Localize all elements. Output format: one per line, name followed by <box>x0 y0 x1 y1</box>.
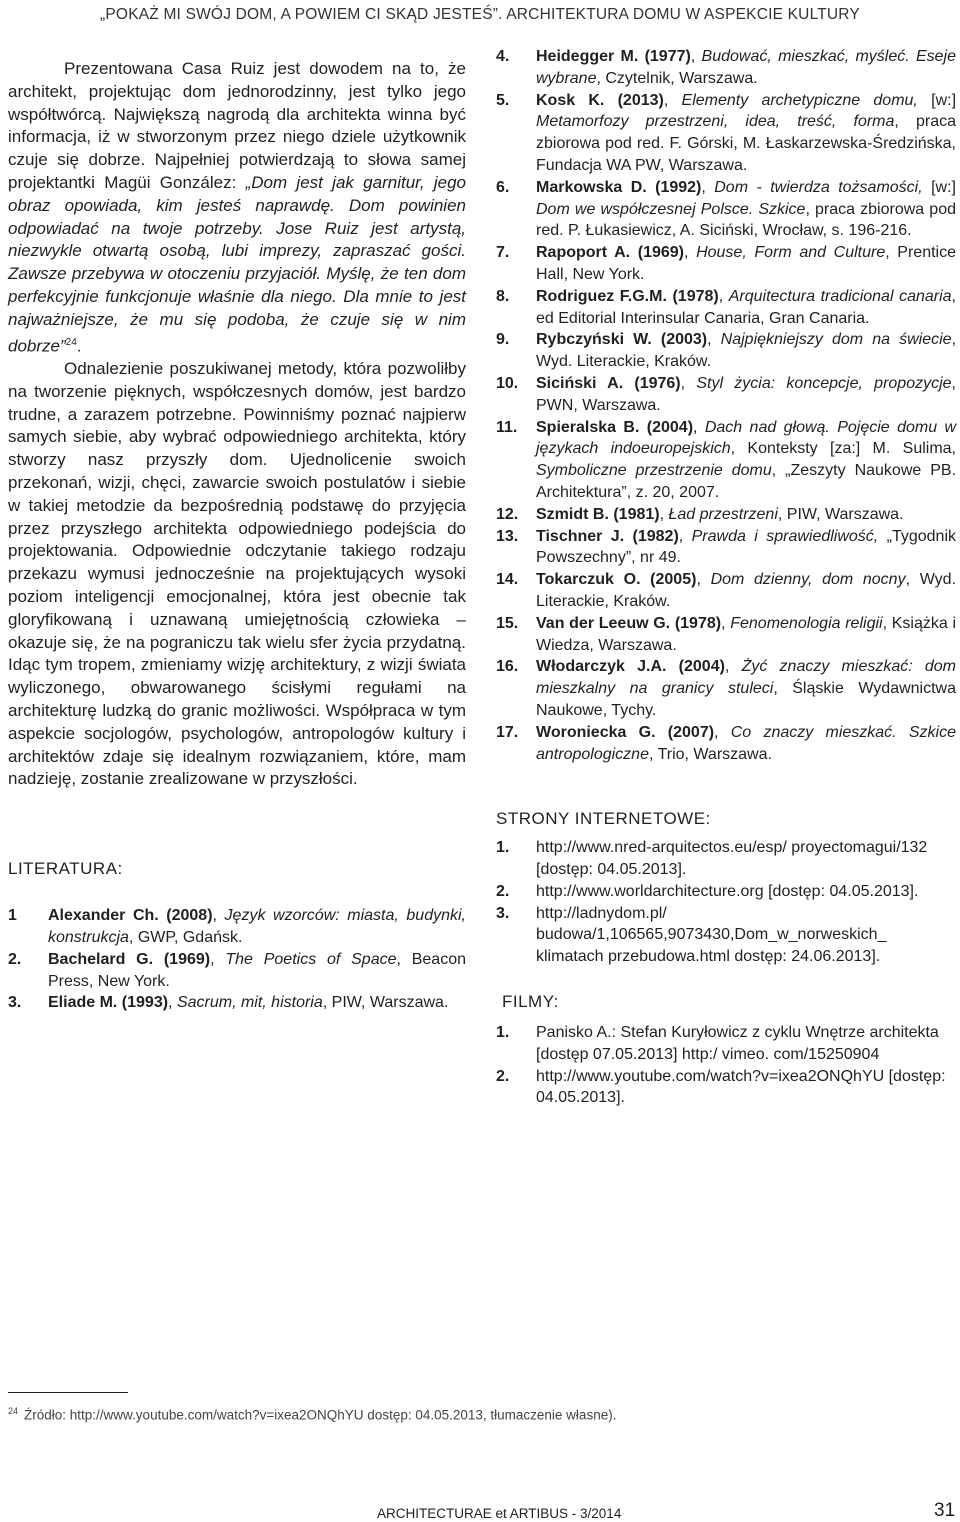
reference-text: , GWP, Gdańsk. <box>128 928 243 946</box>
reference-text: , Książka i Wiedza, Warszawa. <box>536 614 956 654</box>
reference-author: Woroniecka G. (2007) <box>536 723 715 741</box>
reference-author: Van der Leeuw G. (1978) <box>536 614 722 632</box>
page-number: 31 <box>934 1500 956 1521</box>
link-text: http://ladnydom.pl/ budowa/1,106565,9073430,Dom_w_norweskich_ klimatach przebudowa.html dostęp: 24.06.2013]. <box>536 904 887 966</box>
reference-item <box>496 242 956 286</box>
reference-text: , PIW, Warszawa. <box>777 505 904 523</box>
reference-text: , <box>690 48 702 65</box>
reference-text: [w:] <box>922 178 957 196</box>
body-text <box>8 58 466 791</box>
reference-author: Eliade M. (1993) <box>48 994 169 1012</box>
reference-title: Dach nad głową. Pojęcie domu w językach indoeuropejskich <box>536 418 957 458</box>
reference-title: Prawda i sprawiedliwość, <box>691 527 879 545</box>
reference-title: Arquitectura tradicional canaria <box>728 287 952 305</box>
reference-text: , PIW, Warszawa. <box>322 994 449 1012</box>
reference-title: Symboliczne przestrzenie domu <box>536 462 772 480</box>
reference-number: 14. <box>496 571 519 589</box>
footnote <box>8 1406 616 1423</box>
literature-list-right <box>496 46 956 765</box>
reference-text: , <box>212 907 225 925</box>
link-text: http://www.nred-arquitectos.eu/esp/ proyectomagui/132 [dostęp: 04.05.2013]. <box>536 839 928 879</box>
link-text: http://www.worldarchitecture.org [dostęp: 04.05.2013]. <box>536 882 919 900</box>
reference-text: , Trio, Warszawa. <box>648 745 772 763</box>
reference-text: , praca zbiorowa pod red. P. Łukasiewicz, A. Siciński, Wrocław, s. 196-216. <box>536 200 956 240</box>
reference-item <box>496 569 956 613</box>
reference-text: [w:] <box>917 91 957 109</box>
reference-text: , <box>724 658 742 676</box>
paragraph-2: Odnalezienie poszukiwanej metody, która pozwoliłby na tworzenie pięknych, współczesnych domów, jest bardzo trudne, a zarazem potrzebne. Powinniśmy poznać najpierw samych siebie, aby wybrać odpowiedniego architekta, który stworzy nasz przyszły dom. Ujednolicenie swoich przekonań, wizji, chęci, zawarcie swoich postulatów i siebie w takiej metodzie da bezpośrednią podstawę do przyjęcia przez przyszłego architekta odpowiedniego podejścia do projektowania. Odpowiednie odczytanie takiego rodzaju przekazu wymusi jednocześnie na projektujących wysoki poziom inteligencji emocjonalnej, która jest obecnie tak gloryfikowaną i uznawaną umiejętnością człowieka – okazuje się, że na pograniczu tak wielu sfer życia przydatną. Idąc tym tropem, zmieniamy wizję architektury, z wizji świata wyliczonego, obwarowanego ścisłymi regułami na architekturę ludzką do granic możliwości. Współpraca w tym aspekcie socjologów, psychologów, antropologów kultury i architektów zdaje się idealnym rozwiązaniem, które, mam nadzieję, zostanie zrealizowane w przyszłości. <box>8 359 466 789</box>
paragraph-1-quote: „Dom jest jak garnitur, jego obraz opowiada, kim jesteś naprawdę. Dom powinien odpowiadać na twoje potrzeby. Jose Ruiz jest artystą, niezwykle otwartą osobą, lubi imprezy, zapraszać gości. Zawsze przebywa w otoczeniu przyjaciół. Myślę, że ten dom perfekcyjnie funkcjonuje właśnie dla niego. Dla mnie to jest najważniejsze, że mu się podoba, że czuje się w nim dobrze” <box>8 172 467 356</box>
reference-author: Tischner J. (1982) <box>536 527 679 545</box>
reference-text: , Wyd. Literackie, Kraków. <box>536 331 957 371</box>
link-text: http://www.youtube.com/watch?v=ixea2ONQhYU [dostęp: 04.05.2013]. <box>536 1067 946 1107</box>
footnote-divider <box>8 1392 128 1393</box>
reference-number: 5. <box>496 91 510 109</box>
reference-number: 2. <box>8 950 22 968</box>
reference-title: Dom dzienny, dom nocny <box>710 571 906 589</box>
reference-text: , <box>663 91 682 109</box>
link-text: Panisko A.: Stefan Kuryłowicz z cyklu Wnętrze architekta [dostęp 07.05.2013] http:/ vimeo. com/15250904 <box>536 1024 939 1063</box>
reference-number: 4. <box>496 48 510 65</box>
films-list <box>496 1022 956 1109</box>
reference-title: Elementy archetypiczne domu, <box>681 91 918 109</box>
reference-text: , „Zeszyty Naukowe PB. Architektura”, z. 20, 2007. <box>536 462 957 501</box>
right-column <box>496 46 956 1109</box>
footnote-number: 24 <box>8 1406 19 1416</box>
films-heading: FILMY: <box>502 992 559 1012</box>
reference-text: , Beacon Press, New York. <box>48 950 467 990</box>
reference-text: , <box>721 614 731 632</box>
reference-item <box>496 656 956 721</box>
reference-number: 1 <box>8 907 17 925</box>
reference-title: Fenomenologia religii <box>730 614 883 632</box>
reference-text: , <box>714 723 731 741</box>
reference-author: Szmidt B. (1981) <box>536 505 660 523</box>
reference-title: Ład przestrzeni <box>668 505 778 523</box>
reference-item <box>496 417 956 504</box>
left-column <box>8 58 466 1014</box>
reference-title: Dom we współczesnej Polsce. Szkice <box>536 200 806 218</box>
reference-text: , <box>678 527 692 545</box>
reference-item <box>496 722 956 766</box>
reference-item <box>496 90 956 177</box>
reference-item <box>496 373 956 417</box>
reference-number: 15. <box>496 614 519 632</box>
reference-text: , <box>684 244 697 262</box>
reference-text: , Śląskie Wydawnictwa Naukowe, Tychy. <box>536 680 956 719</box>
reference-text: , <box>680 374 697 392</box>
reference-author: Kosk K. (2013) <box>536 91 664 109</box>
websites-list <box>496 837 956 968</box>
reference-item <box>496 526 956 570</box>
reference-item <box>496 286 956 330</box>
reference-item <box>496 881 956 903</box>
reference-text: , Konteksty [za:] M. Sulima, <box>730 440 956 458</box>
reference-number: 3. <box>496 904 510 922</box>
running-header: „POKAŻ MI SWÓJ DOM, A POWIEM CI SKĄD JESTEŚ”. ARCHITEKTURA DOMU W ASPEKCIE KULTURY <box>100 6 860 23</box>
reference-number: 2. <box>496 882 510 900</box>
reference-item <box>496 504 956 526</box>
footnote-text: Źródło: http://www.youtube.com/watch?v=ixea2ONQhYU dostęp: 04.05.2013, tłumaczenie własne). <box>24 1407 617 1423</box>
reference-text: , <box>168 994 177 1012</box>
paragraph-1-text: Prezentowana Casa Ruiz jest dowodem na to, że architekt, projektując dom jednorodzinny, jest tylko jego współtwórcą. Największą nagrodą dla architekta winna być informacja, iż w stworzonym przez niego dziele użytkownik czuje się dobrze. Najpełniej potwierdzają to słowa samej projektantki Magüi González: <box>8 59 466 192</box>
literature-list-left <box>8 905 466 1014</box>
reference-author: Siciński A. (1976) <box>536 374 681 392</box>
reference-number: 1. <box>496 1024 510 1042</box>
reference-number: 16. <box>496 658 519 676</box>
reference-number: 3. <box>8 994 22 1012</box>
reference-number: 9. <box>496 331 510 349</box>
reference-item <box>496 903 956 968</box>
reference-text: , <box>696 571 711 589</box>
reference-author: Rybczyński W. (2003) <box>536 331 708 349</box>
reference-text: , Prentice Hall, New York. <box>536 244 956 283</box>
reference-title: House, Form and Culture <box>696 244 886 262</box>
reference-text: , <box>701 178 715 196</box>
reference-number: 1. <box>496 839 510 857</box>
reference-title: Co znaczy mieszkać. Szkice antropologiczne <box>536 723 956 763</box>
reference-text: , <box>693 418 705 436</box>
reference-title: Metamorfozy przestrzeni, idea, treść, forma <box>536 113 895 131</box>
reference-text: „Tygodnik Powszechny”, nr 49. <box>536 527 957 567</box>
reference-number: 12. <box>496 505 519 523</box>
reference-title: Sacrum, mit, historia <box>176 994 323 1012</box>
reference-author: Rapoport A. (1969) <box>536 244 684 262</box>
reference-item <box>496 1066 956 1110</box>
websites-heading: STRONY INTERNETOWE: <box>496 809 711 829</box>
reference-title: Żyć znaczy mieszkać: dom mieszkalny na granicy stuleci <box>536 658 957 698</box>
reference-author: Włodarczyk J.A. (2004) <box>536 658 725 676</box>
reference-author: Rodriguez F.G.M. (1978) <box>536 287 719 305</box>
reference-author: Alexander Ch. (2008) <box>48 907 213 925</box>
paragraph-1 <box>8 58 466 358</box>
reference-number: 17. <box>496 723 519 741</box>
reference-title: Dom - twierdza tożsamości, <box>714 178 923 196</box>
reference-title: Język wzorców: miasta, budynki, konstrukcja <box>48 907 466 946</box>
reference-number: 13. <box>496 527 519 545</box>
reference-author: Markowska D. (1992) <box>536 178 702 196</box>
reference-item <box>496 613 956 657</box>
reference-author: Spieralska B. (2004) <box>536 418 694 436</box>
reference-item <box>496 837 956 881</box>
reference-item <box>496 329 956 373</box>
reference-item <box>496 1022 956 1066</box>
reference-title: Najpiękniejszy dom na świecie <box>720 331 952 349</box>
reference-text: , PWN, Warszawa. <box>536 374 956 414</box>
reference-number: 7. <box>496 244 510 262</box>
reference-text: , Wyd. Literackie, Kraków. <box>536 571 957 610</box>
journal-footer: ARCHITECTURAE et ARTIBUS - 3/2014 <box>377 1506 622 1521</box>
reference-text: , praca zbiorowa pod red. F. Górski, M. Łaskarzewska-Średzińska, Fundacja WA PW, Warszawa. <box>536 113 957 174</box>
reference-item <box>496 46 956 90</box>
reference-author: Bachelard G. (1969) <box>48 950 211 968</box>
reference-text: , <box>707 331 721 349</box>
reference-item <box>8 905 466 949</box>
reference-item <box>8 949 466 993</box>
reference-text: , ed Editorial Interinsular Canaria, Gran Canaria. <box>536 287 956 327</box>
reference-author: Tokarczuk O. (2005) <box>536 571 697 589</box>
reference-author: Heidegger M. (1977) <box>536 48 691 65</box>
reference-number: 8. <box>496 287 510 305</box>
reference-title: Budować, mieszkać, myśleć. Eseje wybrane <box>536 48 956 87</box>
reference-text: , <box>659 505 669 523</box>
reference-item <box>8 992 466 1014</box>
reference-number: 6. <box>496 178 510 196</box>
reference-title: The Poetics of Space <box>225 950 397 968</box>
reference-number: 10. <box>496 374 519 392</box>
literature-heading: LITERATURA: <box>8 859 123 879</box>
footnote-ref: 24 <box>65 336 77 348</box>
reference-text: , <box>210 950 226 968</box>
reference-number: 2. <box>496 1067 510 1085</box>
reference-number: 11. <box>496 418 518 436</box>
reference-text: , Czytelnik, Warszawa. <box>596 69 758 87</box>
paragraph-1-end: . <box>76 336 82 356</box>
reference-text: , <box>718 287 729 305</box>
reference-title: Styl życia: koncepcje, propozycje <box>696 374 952 392</box>
reference-item <box>496 177 956 242</box>
